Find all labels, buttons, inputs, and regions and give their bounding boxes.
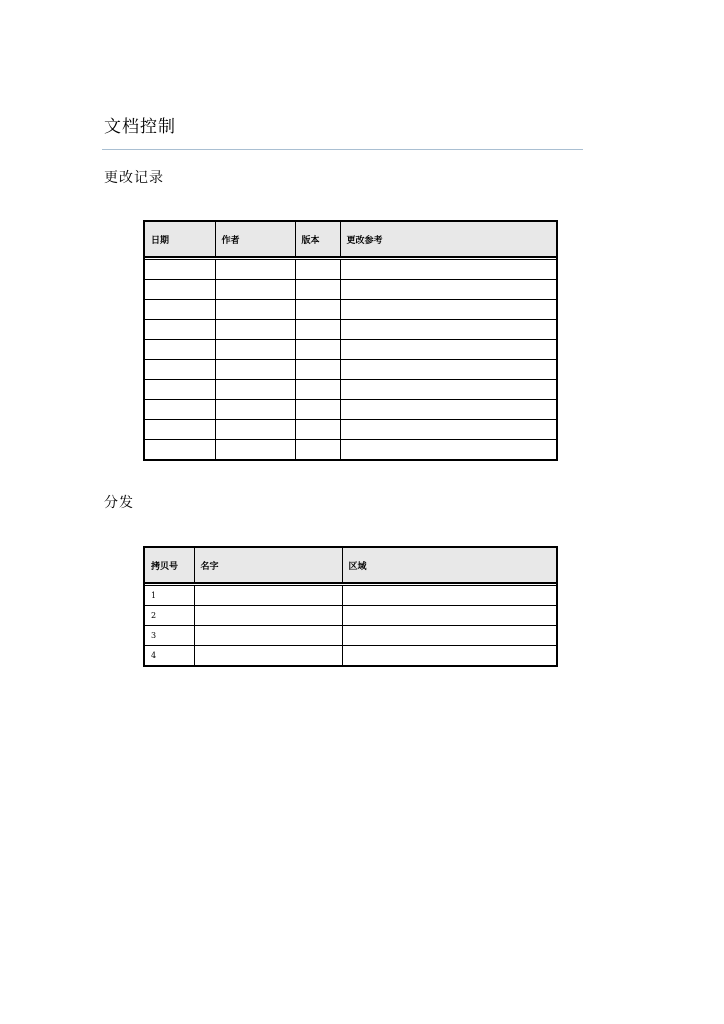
column-header-version: 版本 [295, 221, 340, 257]
change-log-header-row [144, 221, 557, 257]
table-row [144, 340, 557, 360]
table-row [144, 380, 557, 400]
table-cell [340, 340, 557, 360]
table-cell [215, 420, 295, 440]
table-cell [340, 280, 557, 300]
table-cell [144, 380, 215, 400]
table-cell [144, 340, 215, 360]
table-cell [194, 586, 342, 606]
table-cell [295, 300, 340, 320]
table-row [144, 586, 557, 606]
table-cell [340, 440, 557, 461]
table-cell [144, 300, 215, 320]
table-cell [144, 440, 215, 461]
table-cell [215, 440, 295, 461]
table-row [144, 646, 557, 667]
table-cell [295, 320, 340, 340]
column-header-copy-number: 拷贝号 [144, 547, 194, 583]
table-cell [144, 360, 215, 380]
table-row [144, 320, 557, 340]
copy-number-cell: 3 [144, 626, 194, 646]
table-cell [340, 360, 557, 380]
change-log-table [143, 220, 558, 461]
title-divider [102, 149, 583, 150]
table-cell [215, 280, 295, 300]
table-cell [295, 380, 340, 400]
column-header-area: 区域 [342, 547, 557, 583]
table-cell [215, 320, 295, 340]
table-cell [215, 340, 295, 360]
table-cell [342, 586, 557, 606]
copy-number-cell: 4 [144, 646, 194, 667]
table-row [144, 626, 557, 646]
document-title: 文档控制 [104, 117, 176, 137]
table-row [144, 280, 557, 300]
table-cell [295, 440, 340, 461]
table-cell [295, 360, 340, 380]
table-cell [295, 420, 340, 440]
table-cell [215, 400, 295, 420]
table-cell [144, 320, 215, 340]
table-cell [144, 400, 215, 420]
distribution-header-row [144, 547, 557, 583]
table-cell [342, 646, 557, 667]
table-row [144, 400, 557, 420]
column-header-change-reference: 更改参考 [340, 221, 557, 257]
table-row [144, 260, 557, 280]
table-cell [215, 300, 295, 320]
distribution-table [143, 546, 558, 667]
table-cell [215, 360, 295, 380]
table-cell [295, 280, 340, 300]
column-header-name: 名字 [194, 547, 342, 583]
table-row [144, 420, 557, 440]
table-cell [340, 320, 557, 340]
table-cell [340, 260, 557, 280]
table-cell [194, 626, 342, 646]
table-cell [342, 606, 557, 626]
table-cell [215, 260, 295, 280]
table-cell [144, 420, 215, 440]
copy-number-cell: 1 [144, 586, 194, 606]
table-cell [342, 626, 557, 646]
table-row [144, 606, 557, 626]
table-cell [340, 400, 557, 420]
table-cell [295, 400, 340, 420]
table-cell [215, 380, 295, 400]
table-cell [295, 260, 340, 280]
table-row [144, 360, 557, 380]
change-log-heading: 更改记录 [104, 170, 164, 186]
table-cell [194, 606, 342, 626]
table-cell [295, 340, 340, 360]
table-cell [144, 260, 215, 280]
table-row [144, 300, 557, 320]
copy-number-cell: 2 [144, 606, 194, 626]
column-header-author: 作者 [215, 221, 295, 257]
table-cell [194, 646, 342, 667]
table-cell [340, 420, 557, 440]
distribution-heading: 分发 [104, 495, 134, 511]
column-header-date: 日期 [144, 221, 215, 257]
table-cell [340, 380, 557, 400]
table-cell [144, 280, 215, 300]
table-cell [340, 300, 557, 320]
table-row [144, 440, 557, 461]
